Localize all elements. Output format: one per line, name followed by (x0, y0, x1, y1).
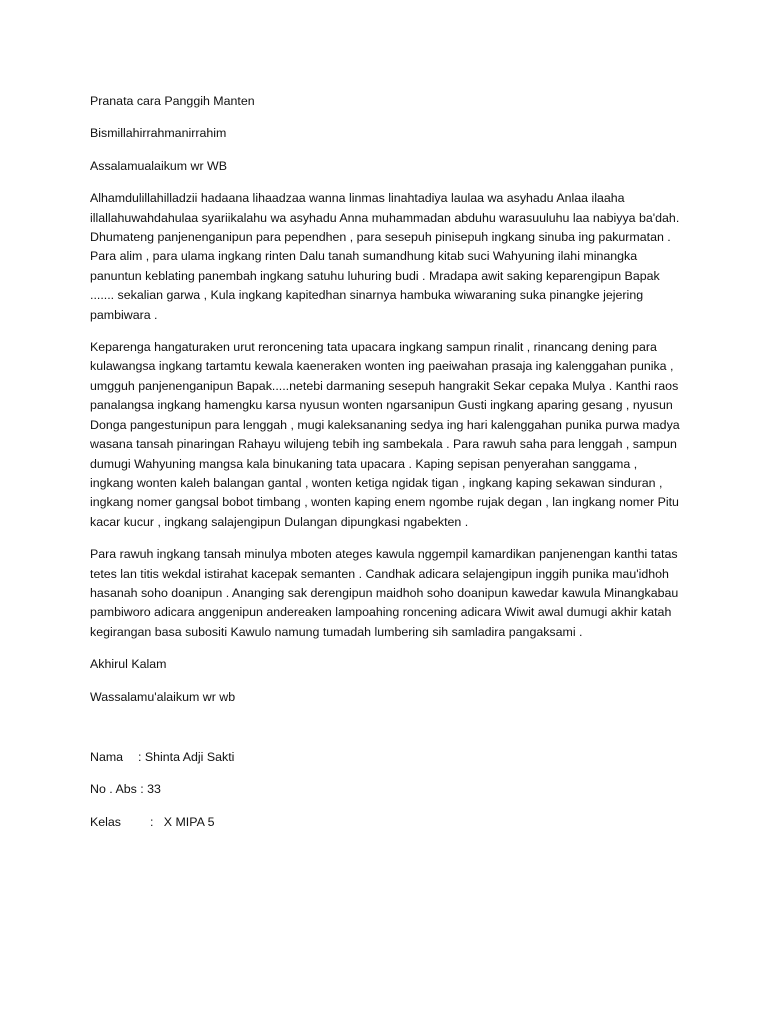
paragraph-ceremony-order: Keparenga hangaturaken urut reroncening tata upacara ingkang sampun rinalit , rinancang dening para kulawangsa ingkang tartamtu kewala kaeneraken wonten ing paeiwahan prasaja ing kalenggahan punika , umgguh panjenenganipun Bapak.....netebi darmaning sesepuh hangrakit Sekar cepaka Mulya . Kanthi raos panalangsa ingkang hamengku karsa nyusun wonten ngarsanipun Gusti ingkang aparing gesang , nyusun Donga pangestunipun para lenggah , mugi kaleksananing sedya ing hari kalenggahan punika purwa madya wasana tansah pinaringan Rahayu wilujeng tebih ing sambekala . Para rawuh saha para lenggah , sampun dumugi Wahyuning mangsa kala binukaning tata upacara . Kaping sepisan penyerahan sanggama , ingkang wonten kaleh balangan gantal , wonten ketiga ngidak tigan , ingkang kaping sekawan sinduran , ingkang nomer gangsal bobot timbang , wonten kaping enem ngombe rujak degan , lan ingkang nomer Pitu kacar kucur , ingkang salajengipun Dulangan dipungkasi ngabekten . (90, 340, 680, 529)
identity-name-row (90, 748, 680, 767)
name-label: Nama (90, 749, 124, 764)
document-title: Pranata cara Panggih Manten (90, 94, 255, 108)
closing-line: Akhirul Kalam (90, 657, 167, 672)
identity-abs-row (90, 780, 680, 799)
name-value: : Shinta Adji Sakti (138, 749, 235, 764)
spacer (90, 720, 680, 748)
abs-label: No . Abs : 33 (90, 782, 161, 797)
paragraph-opening: Alhamdulillahilladzii hadaana lihaadzaa wanna linmas linahtadiya laulaa wa asyhadu Anlaa ilaaha illallahuwahdahulaa syariikalahu wa asyhadu Anna muhammadan abduhu warasuuluhu laa nabiyya ba'dah. Dhumateng panjenenganipun para pependhen , para sesepuh pinisepuh ingkang sinuba ing pakurmatan . Para alim , para ulama ingkang rinten Dalu tanah sumandhung kitab suci Wahyuning ilahi minangka panuntun keblating panembah ingkang satuhu luhuring budi . Mradapa awit saking keparengipun Bapak ....... sekalian garwa , Kula ingkang kapitedhan sinarnya hambuka wiwaraning suka pinangke jejering pambiwara . (90, 191, 680, 322)
paragraph-next-agenda: Para rawuh ingkang tansah minulya mboten ateges kawula nggempil kamardikan panjenengan kanthi tatas tetes lan titis wekdal istirahat kacepak semanten . Candhak adicara selajengipun inggih punika mau'idhoh hasanah soho doanipun . Ananging sak derengipun maidhoh soho doanipun kawedar kawula Minangkabau pambiworo adicara anggenipun andereaken lampoahing roncening adicara Wiwit awal dumugi akhir katah kegirangan basa subositi Kawulo namung tumadah lumbering sih samladira pangaksami . (90, 547, 679, 639)
document-page (90, 92, 680, 845)
opening-greeting: Assalamualaikum wr WB (90, 158, 228, 173)
class-value: : X MIPA 5 (150, 814, 215, 829)
identity-class-row (90, 813, 680, 832)
class-label: Kelas (90, 814, 121, 829)
closing-greeting: Wassalamu'alaikum wr wb (90, 689, 236, 704)
basmalah-line: Bismillahirrahmanirrahim (90, 126, 227, 141)
